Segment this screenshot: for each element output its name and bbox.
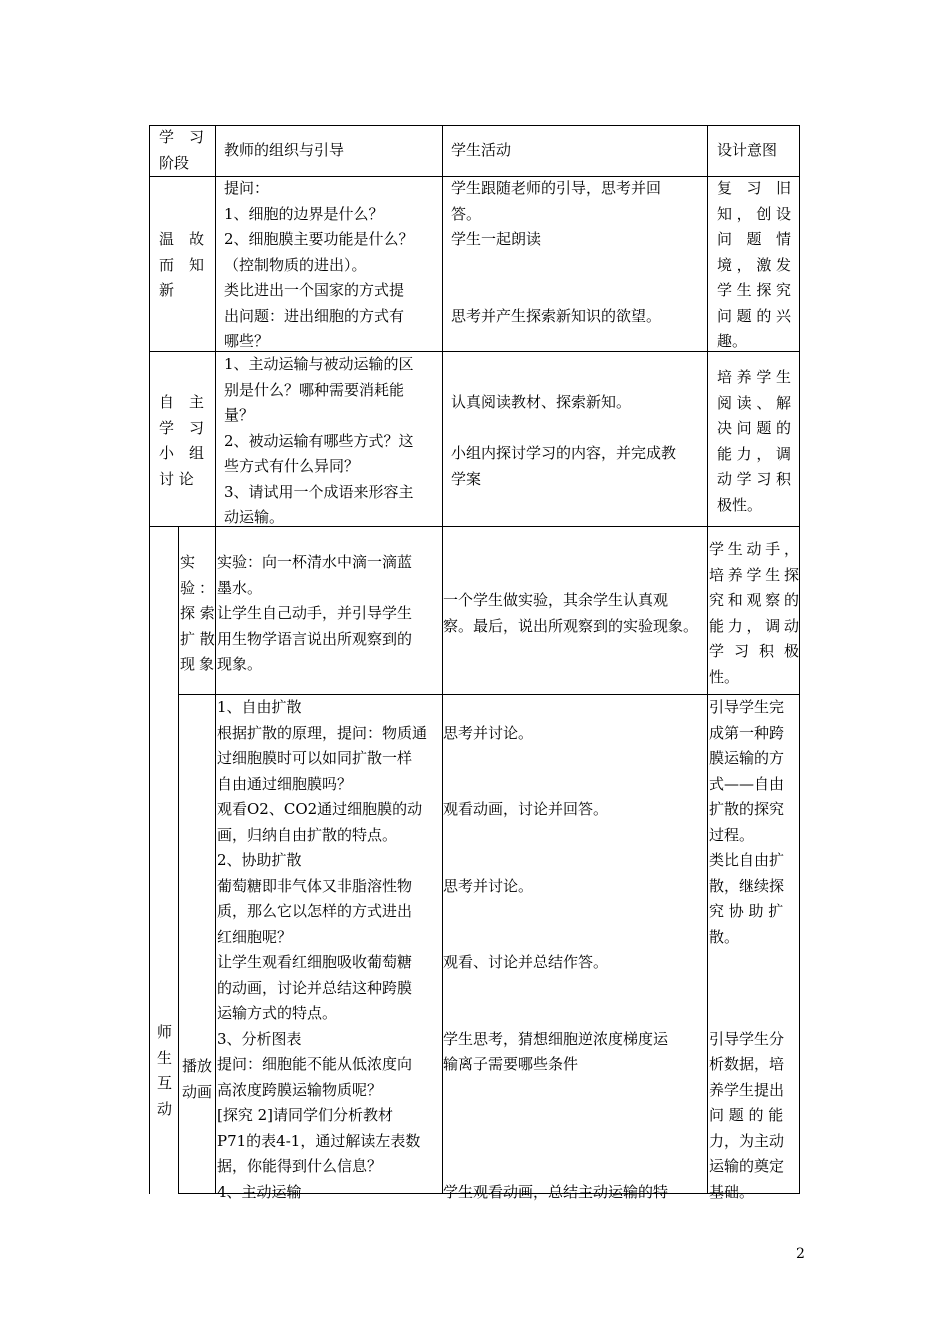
page-number: 2 <box>796 1246 805 1262</box>
section1-intent: 复 习 旧 知，创设 问 题 情 境，激发 学生探究 问题的兴 趣。 <box>717 179 791 350</box>
intent-col-left <box>707 125 708 1194</box>
animation-substage: 播放 动画 <box>182 1057 213 1101</box>
experiment-substage: 实 验： 探 索 扩 散 现象 <box>180 553 215 673</box>
section2-teacher: 1、主动运输与被动运输的区 别是什么？哪种需要消耗能 量？ 2、被动运输有哪些方式？这 些方式有什么异同？ 3、请试用一个成语来形容主 动运输。 <box>224 355 414 526</box>
section1-student: 学生跟随老师的引导，思考并回 答。 学生一起朗读 思考并产生探索新知识的欲望。 <box>451 179 662 325</box>
experiment-student: 一个学生做实验，其余学生认真观 察。最后，说出所观察到的实验现象。 <box>443 591 699 635</box>
header-intent: 设计意图 <box>717 141 778 159</box>
section2-stage: 自 主 学 习 小 组 讨 论 <box>159 393 205 488</box>
header-stage-line: 学 习 <box>159 128 205 146</box>
table-border-right <box>799 125 800 1194</box>
substage-divider <box>178 526 179 1194</box>
section1-stage: 温 故 而 知 新 <box>159 230 205 299</box>
experiment-intent: 学生动手， 培养学生探 究和观察的 能力，调动 学 习 积 极 性。 <box>709 540 799 686</box>
section2-student: 认真阅读教材、探索新知。 小组内探讨学习的内容，并完成教 学案 <box>451 393 677 488</box>
teacher-col-left <box>215 125 216 1194</box>
table-border-left <box>149 125 150 1194</box>
header-stage-line: 阶段 <box>159 153 190 172</box>
header-stage <box>159 125 209 176</box>
section1-teacher: 提问： 1、细胞的边界是什么？ 2、细胞膜主要功能是什么？ （控制物质的进出）。 类比进出一个国家的方式提 出问题：进出细胞的方式有 哪些？ <box>224 179 414 350</box>
animation-student: 思考并讨论。 观看动画，讨论并回答。 思考并讨论。 观看、讨论并总结作答。 学生思考，猜想细胞逆浓度梯度运 输离子需要哪些条件 学生观看动画，总结主动运输的特 <box>443 723 669 1201</box>
section2-intent: 培养学生 阅读、解 决问题的 能力，调 动学习积 极性。 <box>717 368 791 514</box>
interaction-stage: 师 生 互 动 <box>157 1023 173 1118</box>
table-border-top <box>149 125 800 126</box>
header-teacher: 教师的组织与引导 <box>224 141 345 159</box>
experiment-teacher: 实验：向一杯清水中滴一滴蓝 墨水。 让学生自己动手，并引导学生 用生物学语言说出所观察到的 现象。 <box>217 553 413 673</box>
header-student: 学生活动 <box>451 141 512 159</box>
animation-intent: 引导学生完 成第一种跨 膜运输的方 式——自由 扩散的探究 过程。 类比自由扩 散，继续探 究 协 助 扩 散。 引导学生分 析数据，培 养学生提出 问 题 的 能 力，为主动 运输的奠定 基础。 <box>709 698 785 1201</box>
animation-teacher: 1、自由扩散 根据扩散的原理，提问：物质通 过细胞膜时可以如同扩散一样 自由通过细胞膜吗？ 观看O2、CO2通过细胞膜的动 画，归纳自由扩散的特点。 2、协助扩散 葡萄糖即非气体又非脂溶性物 质，那么它以怎样的方式进出 红细胞呢？ 让学生观看红细胞吸收葡萄糖 的动画，讨论并总结这种跨膜 运输方式的特点。 3、分析图表 提问：细胞能不能从低浓度向 高浓度跨膜运输物质呢？ [探究 2]请同学们分析教材 P71的表4-1，通过解读左表数 据，你能得到什么信息？ 4、主动运输 <box>217 698 428 1201</box>
